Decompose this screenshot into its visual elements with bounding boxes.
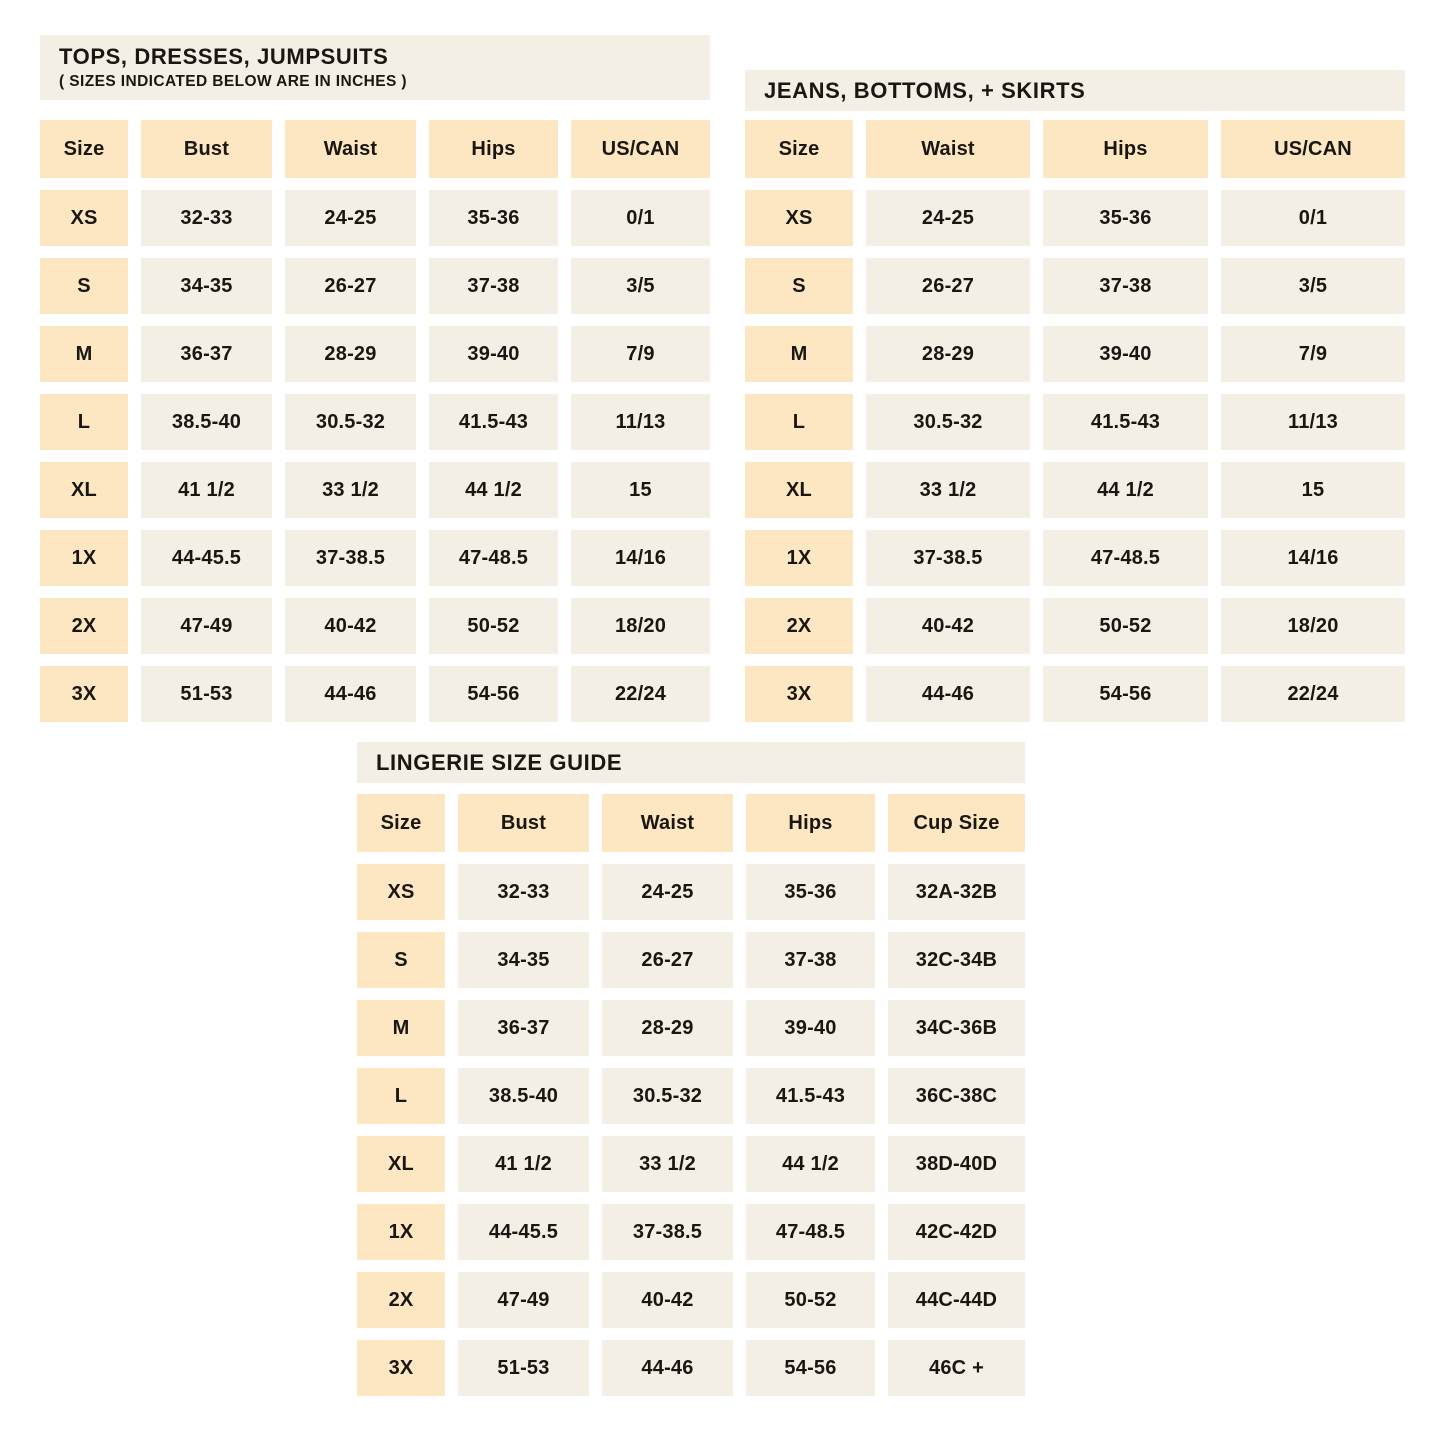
- column-header-size: Size: [40, 120, 128, 178]
- measurement-cell: 39-40: [746, 1000, 875, 1056]
- size-label-cell: M: [40, 326, 128, 382]
- size-label-cell: 2X: [357, 1272, 445, 1328]
- measurement-cell: 41 1/2: [458, 1136, 589, 1192]
- measurement-cell: 36C-38C: [888, 1068, 1025, 1124]
- measurement-cell: 41 1/2: [141, 462, 272, 518]
- column-header-us-can: US/CAN: [1221, 120, 1405, 178]
- measurement-cell: 37-38.5: [602, 1204, 733, 1260]
- measurement-cell: 50-52: [1043, 598, 1208, 654]
- measurement-cell: 33 1/2: [285, 462, 416, 518]
- measurement-cell: 44-45.5: [458, 1204, 589, 1260]
- measurement-cell: 32-33: [458, 864, 589, 920]
- jeans-size-grid: [745, 120, 1405, 722]
- measurement-cell: 38.5-40: [458, 1068, 589, 1124]
- measurement-cell: 11/13: [571, 394, 710, 450]
- size-label-cell: 1X: [357, 1204, 445, 1260]
- measurement-cell: 30.5-32: [602, 1068, 733, 1124]
- measurement-cell: 26-27: [602, 932, 733, 988]
- tops-table-banner: [40, 35, 710, 100]
- measurement-cell: 47-48.5: [429, 530, 558, 586]
- size-label-cell: XS: [357, 864, 445, 920]
- measurement-cell: 32-33: [141, 190, 272, 246]
- column-header-size: Size: [745, 120, 853, 178]
- measurement-cell: 37-38.5: [285, 530, 416, 586]
- column-header-bust: Bust: [458, 794, 589, 852]
- measurement-cell: 36-37: [141, 326, 272, 382]
- measurement-cell: 37-38.5: [866, 530, 1030, 586]
- measurement-cell: 34-35: [458, 932, 589, 988]
- measurement-cell: 44-46: [866, 666, 1030, 722]
- measurement-cell: 15: [1221, 462, 1405, 518]
- size-label-cell: 3X: [357, 1340, 445, 1396]
- measurement-cell: 47-48.5: [746, 1204, 875, 1260]
- measurement-cell: 51-53: [141, 666, 272, 722]
- measurement-cell: 33 1/2: [866, 462, 1030, 518]
- measurement-cell: 44-45.5: [141, 530, 272, 586]
- size-label-cell: XS: [40, 190, 128, 246]
- measurement-cell: 50-52: [429, 598, 558, 654]
- measurement-cell: 40-42: [866, 598, 1030, 654]
- measurement-cell: 40-42: [285, 598, 416, 654]
- measurement-cell: 44 1/2: [429, 462, 558, 518]
- tops-size-grid: [40, 120, 710, 722]
- measurement-cell: 32C-34B: [888, 932, 1025, 988]
- measurement-cell: 54-56: [1043, 666, 1208, 722]
- column-header-waist: Waist: [602, 794, 733, 852]
- measurement-cell: 26-27: [285, 258, 416, 314]
- size-label-cell: S: [40, 258, 128, 314]
- column-header-us-can: US/CAN: [571, 120, 710, 178]
- jeans-bottoms-skirts-table: [745, 70, 1405, 722]
- measurement-cell: 38.5-40: [141, 394, 272, 450]
- measurement-cell: 35-36: [746, 864, 875, 920]
- measurement-cell: 34-35: [141, 258, 272, 314]
- measurement-cell: 39-40: [429, 326, 558, 382]
- size-label-cell: 1X: [40, 530, 128, 586]
- measurement-cell: 46C +: [888, 1340, 1025, 1396]
- column-header-cup-size: Cup Size: [888, 794, 1025, 852]
- measurement-cell: 42C-42D: [888, 1204, 1025, 1260]
- measurement-cell: 37-38: [1043, 258, 1208, 314]
- measurement-cell: 35-36: [429, 190, 558, 246]
- measurement-cell: 3/5: [1221, 258, 1405, 314]
- measurement-cell: 54-56: [429, 666, 558, 722]
- size-label-cell: XL: [40, 462, 128, 518]
- measurement-cell: 54-56: [746, 1340, 875, 1396]
- measurement-cell: 38D-40D: [888, 1136, 1025, 1192]
- measurement-cell: 11/13: [1221, 394, 1405, 450]
- measurement-cell: 44 1/2: [746, 1136, 875, 1192]
- measurement-cell: 44C-44D: [888, 1272, 1025, 1328]
- measurement-cell: 50-52: [746, 1272, 875, 1328]
- size-label-cell: L: [745, 394, 853, 450]
- measurement-cell: 36-37: [458, 1000, 589, 1056]
- measurement-cell: 37-38: [746, 932, 875, 988]
- measurement-cell: 24-25: [866, 190, 1030, 246]
- measurement-cell: 0/1: [1221, 190, 1405, 246]
- measurement-cell: 28-29: [285, 326, 416, 382]
- size-label-cell: 2X: [40, 598, 128, 654]
- measurement-cell: 3/5: [571, 258, 710, 314]
- lingerie-table-banner: [357, 742, 1025, 783]
- size-label-cell: 3X: [745, 666, 853, 722]
- measurement-cell: 18/20: [571, 598, 710, 654]
- size-label-cell: M: [745, 326, 853, 382]
- measurement-cell: 33 1/2: [602, 1136, 733, 1192]
- measurement-cell: 34C-36B: [888, 1000, 1025, 1056]
- lingerie-size-guide-table: [357, 742, 1025, 1396]
- measurement-cell: 18/20: [1221, 598, 1405, 654]
- measurement-cell: 44-46: [602, 1340, 733, 1396]
- measurement-cell: 35-36: [1043, 190, 1208, 246]
- measurement-cell: 47-49: [458, 1272, 589, 1328]
- measurement-cell: 40-42: [602, 1272, 733, 1328]
- measurement-cell: 28-29: [602, 1000, 733, 1056]
- measurement-cell: 24-25: [285, 190, 416, 246]
- size-label-cell: 1X: [745, 530, 853, 586]
- size-label-cell: 2X: [745, 598, 853, 654]
- jeans-table-banner: [745, 70, 1405, 111]
- measurement-cell: 41.5-43: [429, 394, 558, 450]
- size-label-cell: XL: [745, 462, 853, 518]
- measurement-cell: 14/16: [1221, 530, 1405, 586]
- measurement-cell: 26-27: [866, 258, 1030, 314]
- measurement-cell: 32A-32B: [888, 864, 1025, 920]
- measurement-cell: 47-49: [141, 598, 272, 654]
- measurement-cell: 39-40: [1043, 326, 1208, 382]
- measurement-cell: 47-48.5: [1043, 530, 1208, 586]
- measurement-cell: 7/9: [571, 326, 710, 382]
- measurement-cell: 37-38: [429, 258, 558, 314]
- size-label-cell: 3X: [40, 666, 128, 722]
- measurement-cell: 41.5-43: [746, 1068, 875, 1124]
- size-label-cell: S: [357, 932, 445, 988]
- jeans-table-title: JEANS, BOTTOMS, + SKIRTS: [764, 77, 1086, 103]
- measurement-cell: 14/16: [571, 530, 710, 586]
- measurement-cell: 22/24: [1221, 666, 1405, 722]
- column-header-hips: Hips: [1043, 120, 1208, 178]
- measurement-cell: 44 1/2: [1043, 462, 1208, 518]
- size-label-cell: S: [745, 258, 853, 314]
- measurement-cell: 44-46: [285, 666, 416, 722]
- size-label-cell: XL: [357, 1136, 445, 1192]
- measurement-cell: 24-25: [602, 864, 733, 920]
- tops-table-subtitle: ( SIZES INDICATED BELOW ARE IN INCHES ): [59, 72, 407, 90]
- column-header-hips: Hips: [429, 120, 558, 178]
- size-label-cell: M: [357, 1000, 445, 1056]
- size-label-cell: L: [40, 394, 128, 450]
- tops-table-title: TOPS, DRESSES, JUMPSUITS: [59, 44, 389, 70]
- measurement-cell: 15: [571, 462, 710, 518]
- column-header-size: Size: [357, 794, 445, 852]
- size-label-cell: L: [357, 1068, 445, 1124]
- measurement-cell: 22/24: [571, 666, 710, 722]
- lingerie-table-title: LINGERIE SIZE GUIDE: [376, 749, 623, 775]
- tops-dresses-jumpsuits-table: [40, 35, 710, 722]
- column-header-bust: Bust: [141, 120, 272, 178]
- measurement-cell: 28-29: [866, 326, 1030, 382]
- lingerie-size-grid: [357, 794, 1025, 1396]
- measurement-cell: 30.5-32: [866, 394, 1030, 450]
- measurement-cell: 51-53: [458, 1340, 589, 1396]
- measurement-cell: 41.5-43: [1043, 394, 1208, 450]
- column-header-hips: Hips: [746, 794, 875, 852]
- column-header-waist: Waist: [866, 120, 1030, 178]
- measurement-cell: 7/9: [1221, 326, 1405, 382]
- measurement-cell: 30.5-32: [285, 394, 416, 450]
- column-header-waist: Waist: [285, 120, 416, 178]
- size-label-cell: XS: [745, 190, 853, 246]
- measurement-cell: 0/1: [571, 190, 710, 246]
